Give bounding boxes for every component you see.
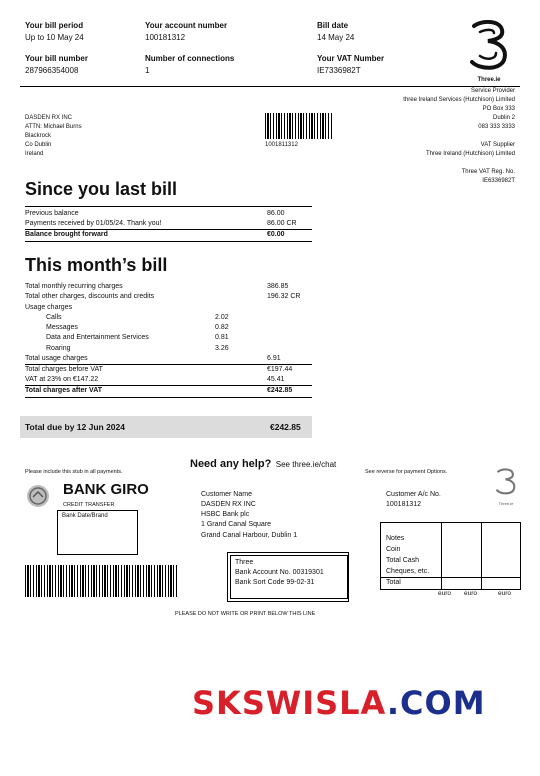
payee-details xyxy=(230,555,348,599)
bill-date-label: Bill date xyxy=(317,21,349,30)
total-due-label: Total due by 12 Jun 2024 xyxy=(25,422,125,432)
notes-row-label: Notes xyxy=(386,535,405,542)
address-line: Blackrock xyxy=(25,133,52,139)
recurring-charges-label: Total monthly recurring charges xyxy=(25,283,123,290)
address-barcode xyxy=(265,113,333,139)
balance-forward-value: €0.00 xyxy=(267,231,285,238)
usage-item-value: 0.81 xyxy=(215,334,229,341)
stub-barcode xyxy=(25,565,178,597)
customer-address xyxy=(25,114,82,159)
bank-giro-title: BANK GIRO xyxy=(63,481,149,498)
total-due-bar xyxy=(20,416,312,438)
usage-item-label: Roaring xyxy=(46,345,71,352)
bank-date-label: Bank Date/Brand xyxy=(62,513,108,519)
provider-line: Dublin 2 xyxy=(492,115,515,121)
three-logo-icon xyxy=(466,20,512,72)
stub-logo-caption: Three.ie xyxy=(498,501,514,506)
currency-label: euro xyxy=(438,590,452,597)
help-title: Need any help? xyxy=(190,458,272,470)
address-line: DASDEN RX INC xyxy=(25,115,73,121)
vat-number-value: IE7336982T xyxy=(317,66,361,75)
payments-received-label: Payments received by 01/05/24. Thank you! xyxy=(25,220,162,227)
after-vat-label: Total charges after VAT xyxy=(25,387,103,394)
vat-supplier-line: Three Ireland (Hutchison) Limited xyxy=(425,151,515,157)
provider-line: 083 333 3333 xyxy=(478,124,515,130)
usage-item-value: 2.02 xyxy=(215,314,229,321)
customer-name-line: 1 Grand Canal Square xyxy=(201,521,272,529)
provider-line: Service Provider xyxy=(470,88,515,94)
stub-reverse-note: See reverse for payment Options. xyxy=(365,469,448,475)
bill-date-value: 14 May 24 xyxy=(317,33,355,42)
total-due-value: €242.85 xyxy=(270,422,301,432)
bank-date-box[interactable] xyxy=(57,510,138,555)
customer-name-line: DASDEN RX INC xyxy=(201,501,256,508)
notes-row-label: Total xyxy=(386,579,401,586)
notes-table xyxy=(380,522,521,590)
bill-period-label: Your bill period xyxy=(25,21,84,30)
three-logo-icon xyxy=(494,468,518,496)
customer-name-label: Customer Name xyxy=(201,491,252,498)
usage-item-value: 0.82 xyxy=(215,324,229,331)
stub-three-logo xyxy=(494,468,518,506)
usage-item-value: 3.26 xyxy=(215,345,229,352)
customer-name-block xyxy=(201,500,297,541)
section-divider xyxy=(25,397,312,398)
address-line: Co Dublin xyxy=(25,142,52,148)
notes-row-label: Total Cash xyxy=(386,557,420,564)
bill-number-label: Your bill number xyxy=(25,54,88,63)
balance-forward-label: Balance brought forward xyxy=(25,231,108,238)
watermark-text xyxy=(192,684,486,722)
bill-number-value: 287966354008 xyxy=(25,66,79,75)
connections-value: 1 xyxy=(145,66,150,75)
usage-charges-label: Usage charges xyxy=(25,304,73,311)
vat-value: 45.41 xyxy=(267,376,285,383)
watermark-dot: . xyxy=(386,684,401,722)
bank-emblem-icon xyxy=(27,485,49,507)
customer-ac-value: 100181312 xyxy=(386,501,422,508)
other-charges-value: 196.32 CR xyxy=(267,293,301,300)
usage-item-label: Messages xyxy=(46,324,78,331)
payments-received-value: 86.00 CR xyxy=(267,220,297,227)
notes-row-label: Cheques, etc. xyxy=(386,568,430,575)
vat-supplier-block xyxy=(426,141,515,159)
service-provider-block xyxy=(403,87,515,132)
section-divider xyxy=(25,364,312,365)
three-logo-caption: Three.ie xyxy=(477,77,501,83)
before-vat-value: €197.44 xyxy=(267,366,293,373)
section-divider xyxy=(25,206,312,207)
payee-line: Bank Sort Code 99-02-31 xyxy=(235,579,315,587)
help-link[interactable]: See three.ie/chat xyxy=(275,460,337,469)
usage-item-label: Calls xyxy=(46,314,62,321)
watermark-part1: SKSWISLA xyxy=(192,684,387,722)
usage-total-value: 6.91 xyxy=(267,355,281,362)
stub-include-note: Please include this stub in all payments. xyxy=(25,469,123,475)
other-charges-label: Total other charges, discounts and credits xyxy=(25,293,155,300)
customer-name-line: Grand Canal Harbour, Dublin 1 xyxy=(201,531,298,539)
notes-labels xyxy=(386,533,429,588)
vat-label: VAT at 23% on €147.22 xyxy=(25,376,99,383)
vat-supplier-line: VAT Supplier xyxy=(480,142,515,148)
after-vat-value: €242.85 xyxy=(267,387,293,394)
payee-line: Bank Account No. 00319301 xyxy=(235,569,324,577)
three-logo xyxy=(466,20,512,83)
vat-reg-block xyxy=(462,168,515,186)
connections-label: Number of connections xyxy=(145,54,235,63)
usage-item-label: Data and Entertainment Services xyxy=(46,334,149,341)
section-divider xyxy=(25,385,312,386)
vat-reg-line: Three VAT Reg. No. xyxy=(461,169,515,175)
since-last-bill-title: Since you last bill xyxy=(25,179,178,199)
notes-row-label: Coin xyxy=(386,546,401,553)
address-line: Ireland xyxy=(25,151,44,157)
currency-label: euro xyxy=(498,590,512,597)
vat-number-label: Your VAT Number xyxy=(317,54,385,63)
section-divider xyxy=(25,229,312,230)
credit-transfer-label: CREDIT TRANSFER xyxy=(63,502,115,508)
customer-name-line: HSBC Bank plc xyxy=(201,511,250,519)
customer-ac-label: Customer A/c No. xyxy=(386,491,441,498)
before-vat-label: Total charges before VAT xyxy=(25,366,103,373)
address-line: ATTN: Michael Burns xyxy=(25,124,82,130)
section-divider xyxy=(25,241,312,242)
account-number-value: 100181312 xyxy=(145,33,186,42)
help-line xyxy=(190,454,336,472)
this-month-title: This month’s bill xyxy=(25,255,168,275)
provider-line: three Ireland Services (Hutchison) Limited xyxy=(403,97,515,103)
payee-line: Three xyxy=(235,559,254,566)
address-barcode-number: 1001811312 xyxy=(265,142,298,148)
previous-balance-value: 86.00 xyxy=(267,210,285,217)
account-number-label: Your account number xyxy=(145,21,228,30)
vat-reg-line: IE6336982T xyxy=(482,178,515,184)
provider-line: PO Box 333 xyxy=(482,106,515,112)
currency-label: euro xyxy=(464,590,478,597)
recurring-charges-value: 386.85 xyxy=(267,283,289,290)
watermark-part2: COM xyxy=(400,684,486,722)
previous-balance-label: Previous balance xyxy=(25,210,79,217)
do-not-write-note: PLEASE DO NOT WRITE OR PRINT BELOW THIS LINE xyxy=(175,611,316,617)
payee-box xyxy=(227,552,349,602)
usage-total-label: Total usage charges xyxy=(25,355,88,362)
bill-period-value: Up to 10 May 24 xyxy=(25,33,84,42)
